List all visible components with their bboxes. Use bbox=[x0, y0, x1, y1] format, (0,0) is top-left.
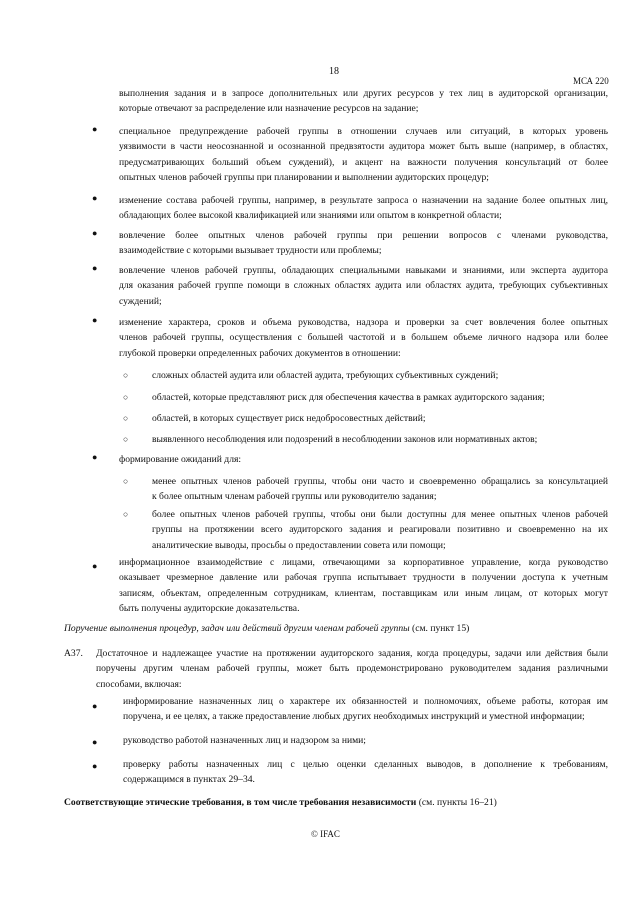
hollow-circle-icon: ○ bbox=[123, 413, 129, 423]
bullet-icon: ● bbox=[92, 263, 98, 273]
list-item: изменение характера, сроков и объема руководства, надзора и проверки за счет вовлечения более опытных членов рабочей группы, осуществления с большей частотой и в большем объеме личного надзора или более глубокой проверки определенных рабочих документов в отношении: bbox=[119, 317, 608, 359]
sub-list-item: областей, которые представляют риск для обеспечения качества в рамках аудиторского задания; bbox=[152, 392, 545, 403]
footer-copyright: © IFAC bbox=[311, 829, 340, 839]
list-item: проверку работы назначенных лиц с целью оценки сделанных выводов, в дополнение к требованиям, содержащимся в пунктах 29–34. bbox=[123, 759, 608, 786]
paragraph-a37: Достаточное и надлежащее участие на протяжении аудиторского задания, когда процедуры, задачи или действия были поручены другим членам рабочей группы, может быть продемонстрировано руководителем задания различными способами, включая: bbox=[96, 648, 608, 690]
standard-code: МСА 220 bbox=[573, 76, 609, 86]
bullet-icon: ● bbox=[92, 737, 98, 747]
bullet-icon: ● bbox=[92, 228, 98, 238]
hollow-circle-icon: ○ bbox=[123, 392, 129, 402]
bullet-icon: ● bbox=[92, 701, 98, 711]
bullet-icon: ● bbox=[92, 193, 98, 203]
sub-list-item: областей, в которых существует риск недобросовестных действий; bbox=[152, 413, 426, 424]
list-item: вовлечение более опытных членов рабочей группы при решении вопросов с членами руководства, взаимодействие с которыми вызывает трудности или проблемы; bbox=[119, 230, 608, 257]
bullet-icon: ● bbox=[92, 452, 98, 462]
sub-list-item: сложных областей аудита или областей аудита, требующих субъективных суждений; bbox=[152, 370, 499, 381]
page-number: 18 bbox=[329, 66, 339, 77]
list-item: информирование назначенных лиц о характере их обязанностей и полномочиях, объеме работы, которая им поручена, и ее целях, а также предоставление любых других необходимых инструкций и уместной информации; bbox=[123, 696, 608, 723]
bullet-icon: ● bbox=[92, 761, 98, 771]
hollow-circle-icon: ○ bbox=[123, 370, 129, 380]
list-item: руководство работой назначенных лиц и надзором за ними; bbox=[123, 735, 366, 746]
hollow-circle-icon: ○ bbox=[123, 509, 129, 519]
list-item: специальное предупреждение рабочей группы в отношении случаев или ситуаций, в которых уровень уязвимости в части неосознанной и осознанной предвзятости аудитора может быть выше (например, в областях, предусматривающих больший объем суждений), и акцент на важности получения консультаций от более опытных членов рабочей группы при планировании и выполнении аудиторских процедур; bbox=[119, 126, 608, 183]
bullet-icon: ● bbox=[92, 561, 98, 571]
hollow-circle-icon: ○ bbox=[123, 476, 129, 486]
list-item: формирование ожиданий для: bbox=[119, 454, 242, 465]
hollow-circle-icon: ○ bbox=[123, 434, 129, 444]
section-heading: Соответствующие этические требования, в том числе требования независимости (см. пункты 16–21) bbox=[64, 797, 497, 808]
section-heading: Поручение выполнения процедур, задач или действий другим членам рабочей группы (см. пункт 15) bbox=[64, 623, 470, 634]
list-item: изменение состава рабочей группы, например, в результате запроса о назначении на задание более опытных лиц, обладающих более высокой квалификацией или знаниями или опытом в конкретной области; bbox=[119, 195, 608, 222]
list-item: информационное взаимодействие с лицами, отвечающими за корпоративное управление, когда руководство оказывает чрезмерное давление или рабочая группа испытывает трудности в получении доступа к учетным записям, объектам, определенным сотрудникам, клиентам, поставщикам или иным лицам, от которых могут быть получены аудиторские доказательства. bbox=[119, 557, 608, 614]
bullet-icon: ● bbox=[92, 315, 98, 325]
intro-paragraph: выполнения задания и в запросе дополнительных или других ресурсов у тех лиц в аудиторской организации, которые отвечают за распределение или назначение ресурсов на задание; bbox=[119, 88, 608, 115]
sub-list-item: более опытных членов рабочей группы, чтобы они были доступны для менее опытных членов рабочей группы на протяжении всего аудиторского задания и реагировали позитивно и своевременно на их аналитические выводы, просьбы о предоставлении совета или помощи; bbox=[152, 509, 608, 551]
sub-list-item: выявленного несоблюдения или подозрений в несоблюдении законов или нормативных актов; bbox=[152, 434, 538, 445]
bullet-icon: ● bbox=[92, 124, 98, 134]
paragraph-number: A37. bbox=[64, 648, 83, 659]
sub-list-item: менее опытных членов рабочей группы, чтобы они часто и своевременно обращались за консультацией к более опытным членам рабочей группы или руководителю задания; bbox=[152, 476, 608, 503]
list-item: вовлечение членов рабочей группы, обладающих специальными навыками и знаниями, или эксперта аудитора для оказания рабочей группе помощи в сложных областях аудита или областях аудита, требующих субъективных суждений; bbox=[119, 265, 608, 307]
